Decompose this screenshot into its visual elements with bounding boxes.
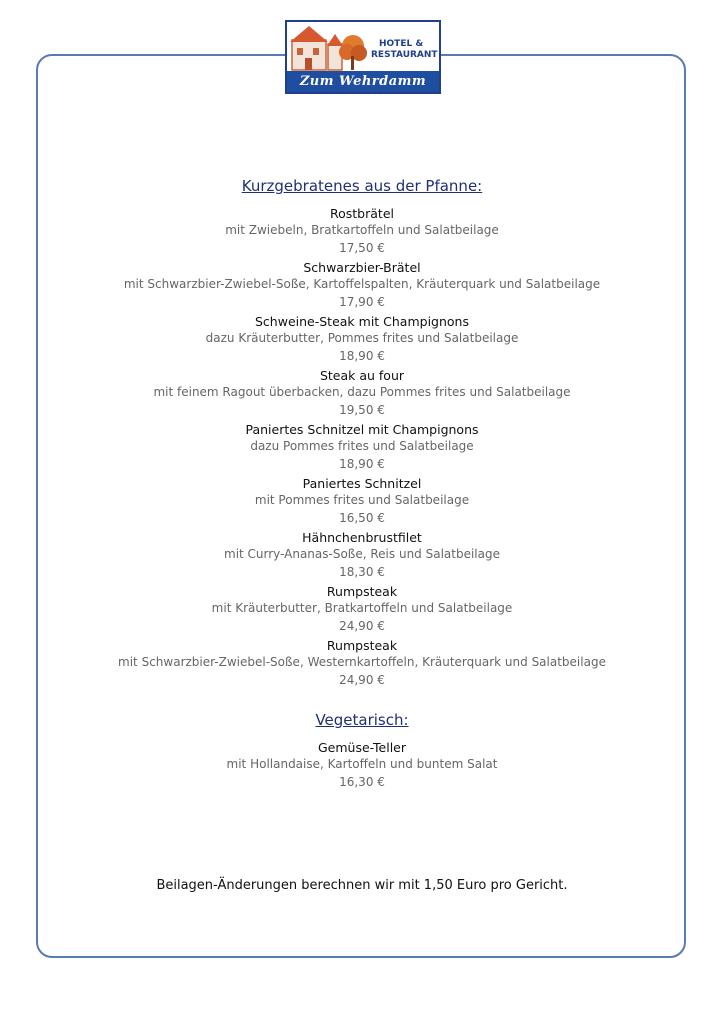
dish-name: Rostbrätel [330,206,394,221]
dish-name: Gemüse-Teller [317,740,407,755]
dish-name: Hähnchenbrustfilet [302,530,422,545]
side-dish-change-note: Beilagen-Änderungen berechnen wir mit 1,50 Euro pro Gericht. [156,878,568,893]
dish-name: Schwarzbier-Brätel [303,260,421,275]
dish-price: 18,90 € [339,349,385,363]
logo-restaurant-text: RESTAURANT [371,50,438,60]
dish-description: mit Hollandaise, Kartoffeln und buntem Salat [226,757,498,771]
dish-name: Rumpsteak [326,584,398,599]
section-title-vegetarisch: Vegetarisch: [315,711,409,729]
dish-item [40,584,684,634]
section-title-kurzgebratenes: Kurzgebratenes aus der Pfanne: [241,177,483,195]
dish-description: mit Zwiebeln, Bratkartoffeln und Salatbeilage [225,223,499,237]
dish-description: mit Pommes frites und Salatbeilage [254,493,470,507]
dish-description: mit Kräuterbutter, Bratkartoffeln und Salatbeilage [211,601,513,615]
dish-price: 24,90 € [339,619,385,633]
dish-price: 16,30 € [339,775,385,789]
dish-price: 17,50 € [339,241,385,255]
dish-price: 16,50 € [339,511,385,525]
dish-description: dazu Kräuterbutter, Pommes frites und Salatbeilage [205,331,519,345]
dish-name: Paniertes Schnitzel [302,476,422,491]
dish-name: Rumpsteak [326,638,398,653]
dish-price: 18,30 € [339,565,385,579]
dish-item [40,368,684,418]
hotel-logo [285,20,441,94]
dish-price: 19,50 € [339,403,385,417]
dish-item [40,530,684,580]
dish-price: 24,90 € [339,673,385,687]
dish-name: Schweine-Steak mit Champignons [255,314,469,329]
dish-description: mit Schwarzbier-Zwiebel-Soße, Kartoffelspalten, Kräuterquark und Salatbeilage [123,277,601,291]
dish-description: mit feinem Ragout überbacken, dazu Pommes frites und Salatbeilage [153,385,571,399]
dish-item [40,422,684,472]
dish-item [40,206,684,256]
dish-description: mit Curry-Ananas-Soße, Reis und Salatbeilage [224,547,500,561]
dish-description: dazu Pommes frites und Salatbeilage [250,439,474,453]
dish-price: 17,90 € [339,295,385,309]
dish-item [40,314,684,364]
dish-name: Paniertes Schnitzel mit Champignons [245,422,479,437]
logo-name-band: Zum Wehrdamm [287,71,439,92]
dish-item [40,740,684,790]
dish-description: mit Schwarzbier-Zwiebel-Soße, Westernkartoffeln, Kräuterquark und Salatbeilage [118,655,606,669]
dish-item [40,638,684,688]
menu-content [40,176,684,794]
dish-item [40,260,684,310]
logo-hotel-text: HOTEL & [379,39,424,49]
dish-item [40,476,684,526]
dish-name: Steak au four [319,368,405,383]
dish-price: 18,90 € [339,457,385,471]
